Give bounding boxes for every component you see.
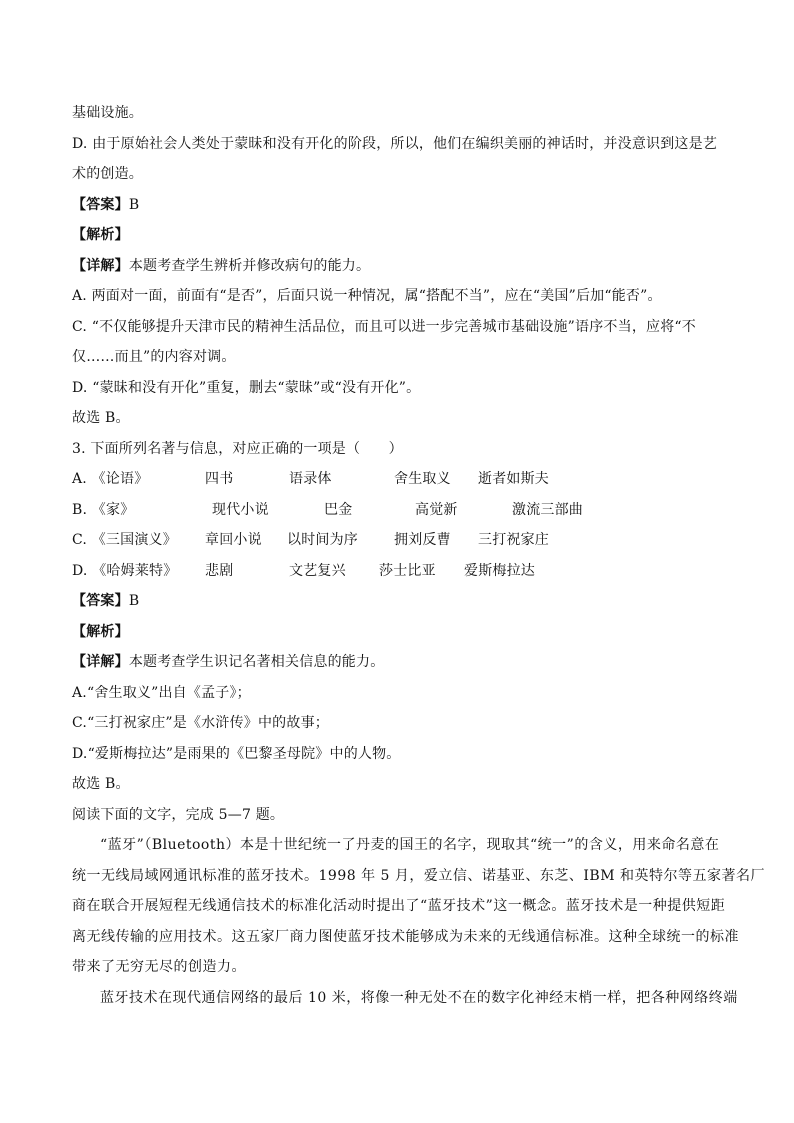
explanation-d: D.“爱斯梅拉达”是雨果的《巴黎圣母院》中的人物。 [72, 745, 401, 762]
paragraph-line: 带来了无穷无尽的创造力。 [72, 959, 246, 975]
detail-tag: 【详解】 [72, 257, 129, 274]
option-cell: 章回小说 [205, 532, 262, 548]
option-d [72, 556, 722, 587]
answer-line [72, 190, 722, 221]
detail-tag: 【详解】 [72, 654, 129, 670]
choose-line: 故选 B。 [72, 776, 130, 792]
paragraph-line: “蓝牙”（Bluetooth）本是十世纪统一了丹麦的国王的名字，现取其“统一”的含义，用来命名意在 [100, 837, 720, 853]
option-cell: 激流三部曲 [512, 501, 583, 518]
detail-line [72, 251, 722, 282]
answer-tag: 【答案】 [72, 593, 129, 609]
option-cell: 悲剧 [205, 562, 234, 579]
option-label: A. 《论语》 [72, 471, 149, 487]
reading-paragraph-2 [72, 983, 738, 1014]
option-cell: 逝者如斯夫 [478, 471, 549, 487]
answer-value: B [128, 593, 140, 609]
answer-value: B [128, 196, 140, 213]
option-cell: 爱斯梅拉达 [464, 562, 535, 579]
text-line: D. 由于原始社会人类处于蒙昧和没有开化的阶段，所以，他们在编织美丽的神话时，并没意识到这是艺 [72, 135, 718, 152]
answer-tag: 【答案】 [72, 196, 129, 213]
option-label: B. 《家》 [72, 501, 135, 518]
option-cell: 三打祝家庄 [478, 532, 549, 548]
explanation-a: A.“舍生取义”出自《孟子》； [72, 684, 251, 701]
explanation-a: A. 两面对一面，前面有“是否”，后面只说一种情况，属“搭配不当”，应在“美国”后加“能否”。 [72, 288, 662, 304]
reading-intro: 阅读下面的文字，完成 5—7 题。 [72, 806, 285, 823]
option-b [72, 495, 722, 526]
detail-text: 本题考查学生识记名著相关信息的能力。 [128, 654, 385, 670]
paragraph-line: 统一无线局域网通讯标准的蓝牙技术。1998 年 5 月，爱立信、诺基亚、东芝、IBM 和英特尔等五家著名厂 [72, 867, 765, 884]
option-c [72, 525, 722, 556]
detail-line [72, 647, 722, 678]
explanation-c: C.“三打祝家庄”是《水浒传》中的故事； [72, 715, 329, 731]
option-cell: 莎士比亚 [379, 562, 436, 579]
analysis-tag: 【解析】 [72, 623, 129, 640]
paragraph-line: 商在联合开展短程无线通信技术的标准化活动时提出了“蓝牙技术”这一概念。蓝牙技术是一种提供短距 [72, 898, 726, 914]
explanation-c-cont: 仅……而且”的内容对调。 [72, 349, 236, 365]
option-cell: 以时间为序 [287, 532, 358, 548]
option-cell: 文艺复兴 [289, 562, 346, 579]
paragraph-line: 离无线传输的应用技术。这五家厂商力图使蓝牙技术能够成为未来的无线通信标准。这种全球统一的标准 [72, 928, 739, 945]
analysis-tag: 【解析】 [72, 227, 129, 243]
choose-line: 故选 B。 [72, 410, 130, 426]
text-line: 术的创造。 [72, 166, 143, 182]
option-cell: 拥刘反曹 [394, 532, 451, 548]
option-cell: 巴金 [324, 501, 353, 518]
option-label: C. 《三国演义》 [72, 532, 177, 548]
explanation-d: D. “蒙昧和没有开化”重复，删去“蒙昧”或“没有开化”。 [72, 379, 421, 396]
reading-paragraph-1 [72, 830, 765, 983]
option-cell: 语录体 [289, 471, 332, 487]
answer-line [72, 586, 722, 617]
option-cell: 四书 [205, 471, 234, 487]
text-line: 基础设施。 [72, 105, 143, 121]
question-3-stem: 3. 下面所列名著与信息，对应正确的一项是（ ） [72, 440, 403, 457]
detail-text: 本题考查学生辨析并修改病句的能力。 [128, 257, 371, 274]
option-cell: 舍生取义 [394, 471, 451, 487]
paragraph-line: 蓝牙技术在现代通信网络的最后 10 米，将像一种无处不在的数字化神经末梢一样，把各种网络终端 [100, 989, 738, 1006]
explanation-c: C. “不仅能够提升天津市民的精神生活品位，而且可以进一步完善城市基础设施”语序不当，应将“不 [72, 318, 696, 335]
option-label: D. 《哈姆莱特》 [72, 562, 178, 579]
option-a [72, 464, 722, 495]
document-page [72, 98, 765, 1013]
option-cell: 高觉新 [415, 501, 458, 518]
option-cell: 现代小说 [212, 501, 269, 518]
